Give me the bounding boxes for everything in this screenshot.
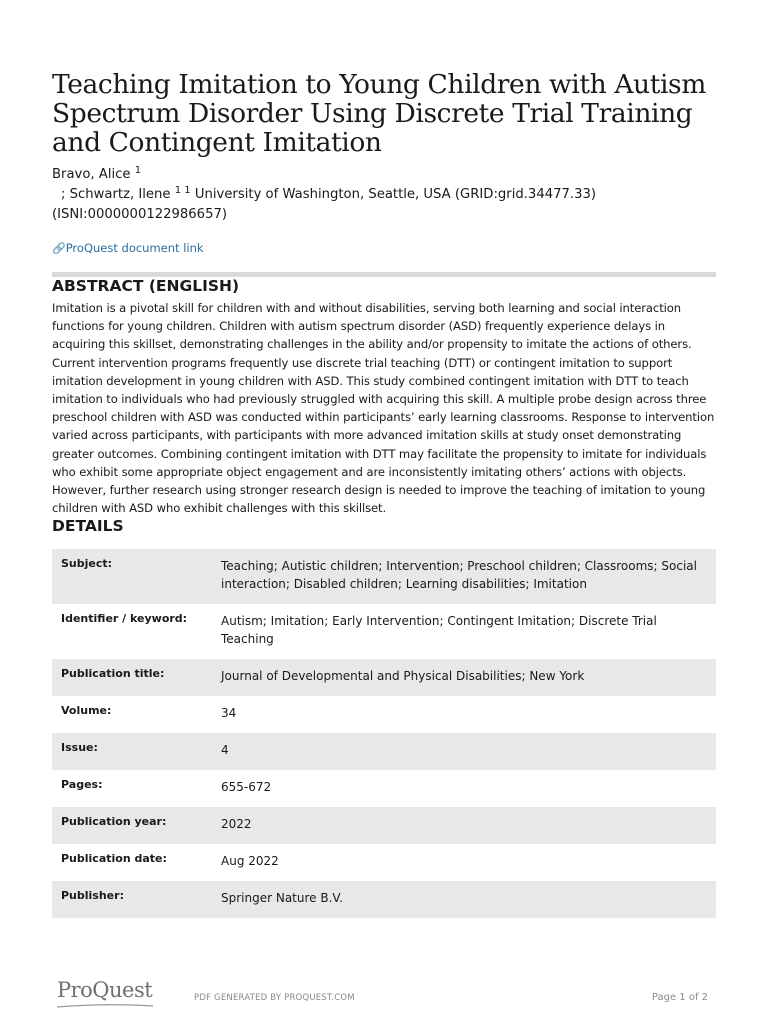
detail-value: 34 bbox=[221, 706, 237, 721]
link-icon: 🔗 bbox=[52, 242, 66, 255]
affiliation: University of Washington, Seattle, USA (GRID:grid.34477.33) bbox=[194, 187, 596, 202]
details-row-publication-date bbox=[52, 844, 716, 881]
detail-value: Journal of Developmental and Physical Disabilities; New York bbox=[212, 659, 716, 696]
generated-by-label: PDF GENERATED BY PROQUEST.COM bbox=[194, 993, 355, 1003]
document-title: Teaching Imitation to Young Children with Autism Spectrum Disorder Using Discrete Trial Training and Contingent Imitation bbox=[52, 69, 706, 158]
detail-label: Pages: bbox=[61, 778, 103, 792]
detail-value: 4 bbox=[212, 733, 716, 770]
detail-label: Subject: bbox=[52, 549, 212, 604]
detail-value: Aug 2022 bbox=[221, 854, 279, 869]
detail-label: Publication year: bbox=[52, 807, 212, 844]
details-row-pages bbox=[52, 770, 716, 807]
details-table bbox=[52, 549, 716, 918]
proquest-document-link[interactable] bbox=[52, 241, 204, 255]
detail-value: Springer Nature B.V. bbox=[212, 881, 716, 918]
detail-label: Publisher: bbox=[52, 881, 212, 918]
detail-label: Issue: bbox=[52, 733, 212, 770]
details-row-publisher bbox=[52, 881, 716, 918]
details-row-publication-year bbox=[52, 807, 716, 844]
detail-value: 655-672 bbox=[221, 780, 272, 795]
proquest-logo: ProQuest bbox=[57, 978, 153, 1002]
abstract-text: Imitation is a pivotal skill for children with and without disabilities, serving both learning and social interaction functions for young children. Children with autism spectrum disorder (ASD) frequently experience delays in acquiring this skillset, demonstrating challenges in the ability and/or propensity to imitate the actions of others. Current intervention programs frequently use discrete trial teaching (DTT) or contingent imitation to support imitation development in young children with ASD. This study combined contingent imitation with DTT to teach imitation to individuals who had previously struggled with acquiring this skill. A multiple probe design across three preschool children with ASD was conducted within participants’ early learning classrooms. Response to intervention varied across participants, with participants with more advanced imitation skills at study onset demonstrating greater outcomes. Combining contingent imitation with DTT may facilitate the propensity to imitate for individuals who exhibit some appropriate object engagement and are inconsistently imitating others’ actions with objects. However, further research using stronger research design is needed to improve the teaching of imitation to young children with ASD who exhibit challenges with this skillset. bbox=[52, 301, 715, 516]
author-block bbox=[52, 165, 716, 225]
detail-value: Teaching; Autistic children; Intervention; Preschool children; Classrooms; Social interaction; Disabled children; Learning disabilities; Imitation bbox=[212, 549, 716, 604]
affiliation-marker: 1 bbox=[134, 165, 142, 176]
details-row-issue bbox=[52, 733, 716, 770]
details-row-subject bbox=[52, 549, 716, 604]
logo-swoosh-icon bbox=[55, 1003, 155, 1009]
detail-value: Autism; Imitation; Early Intervention; Contingent Imitation; Discrete Trial Teaching bbox=[221, 614, 657, 647]
detail-label: Publication title: bbox=[52, 659, 212, 696]
isni: (ISNI:0000000122986657) bbox=[52, 207, 227, 222]
detail-label: Identifier / keyword: bbox=[61, 612, 188, 626]
detail-value: 2022 bbox=[212, 807, 716, 844]
page-footer bbox=[0, 975, 768, 1024]
details-row-volume bbox=[52, 696, 716, 733]
detail-label: Publication date: bbox=[61, 852, 167, 866]
document-page bbox=[52, 70, 716, 918]
author-name: Bravo, Alice bbox=[52, 167, 131, 182]
affiliation-marker: 1 1 bbox=[174, 185, 191, 196]
abstract-heading: ABSTRACT (ENGLISH) bbox=[52, 277, 240, 295]
page-number: Page 1 of 2 bbox=[651, 992, 708, 1003]
details-row-publication-title bbox=[52, 659, 716, 696]
document-link-label: ProQuest document link bbox=[65, 241, 204, 255]
detail-label: Volume: bbox=[61, 704, 112, 718]
author-name: ; Schwartz, Ilene bbox=[61, 187, 171, 202]
details-row-keyword bbox=[52, 604, 716, 659]
details-heading: DETAILS bbox=[52, 517, 124, 536]
